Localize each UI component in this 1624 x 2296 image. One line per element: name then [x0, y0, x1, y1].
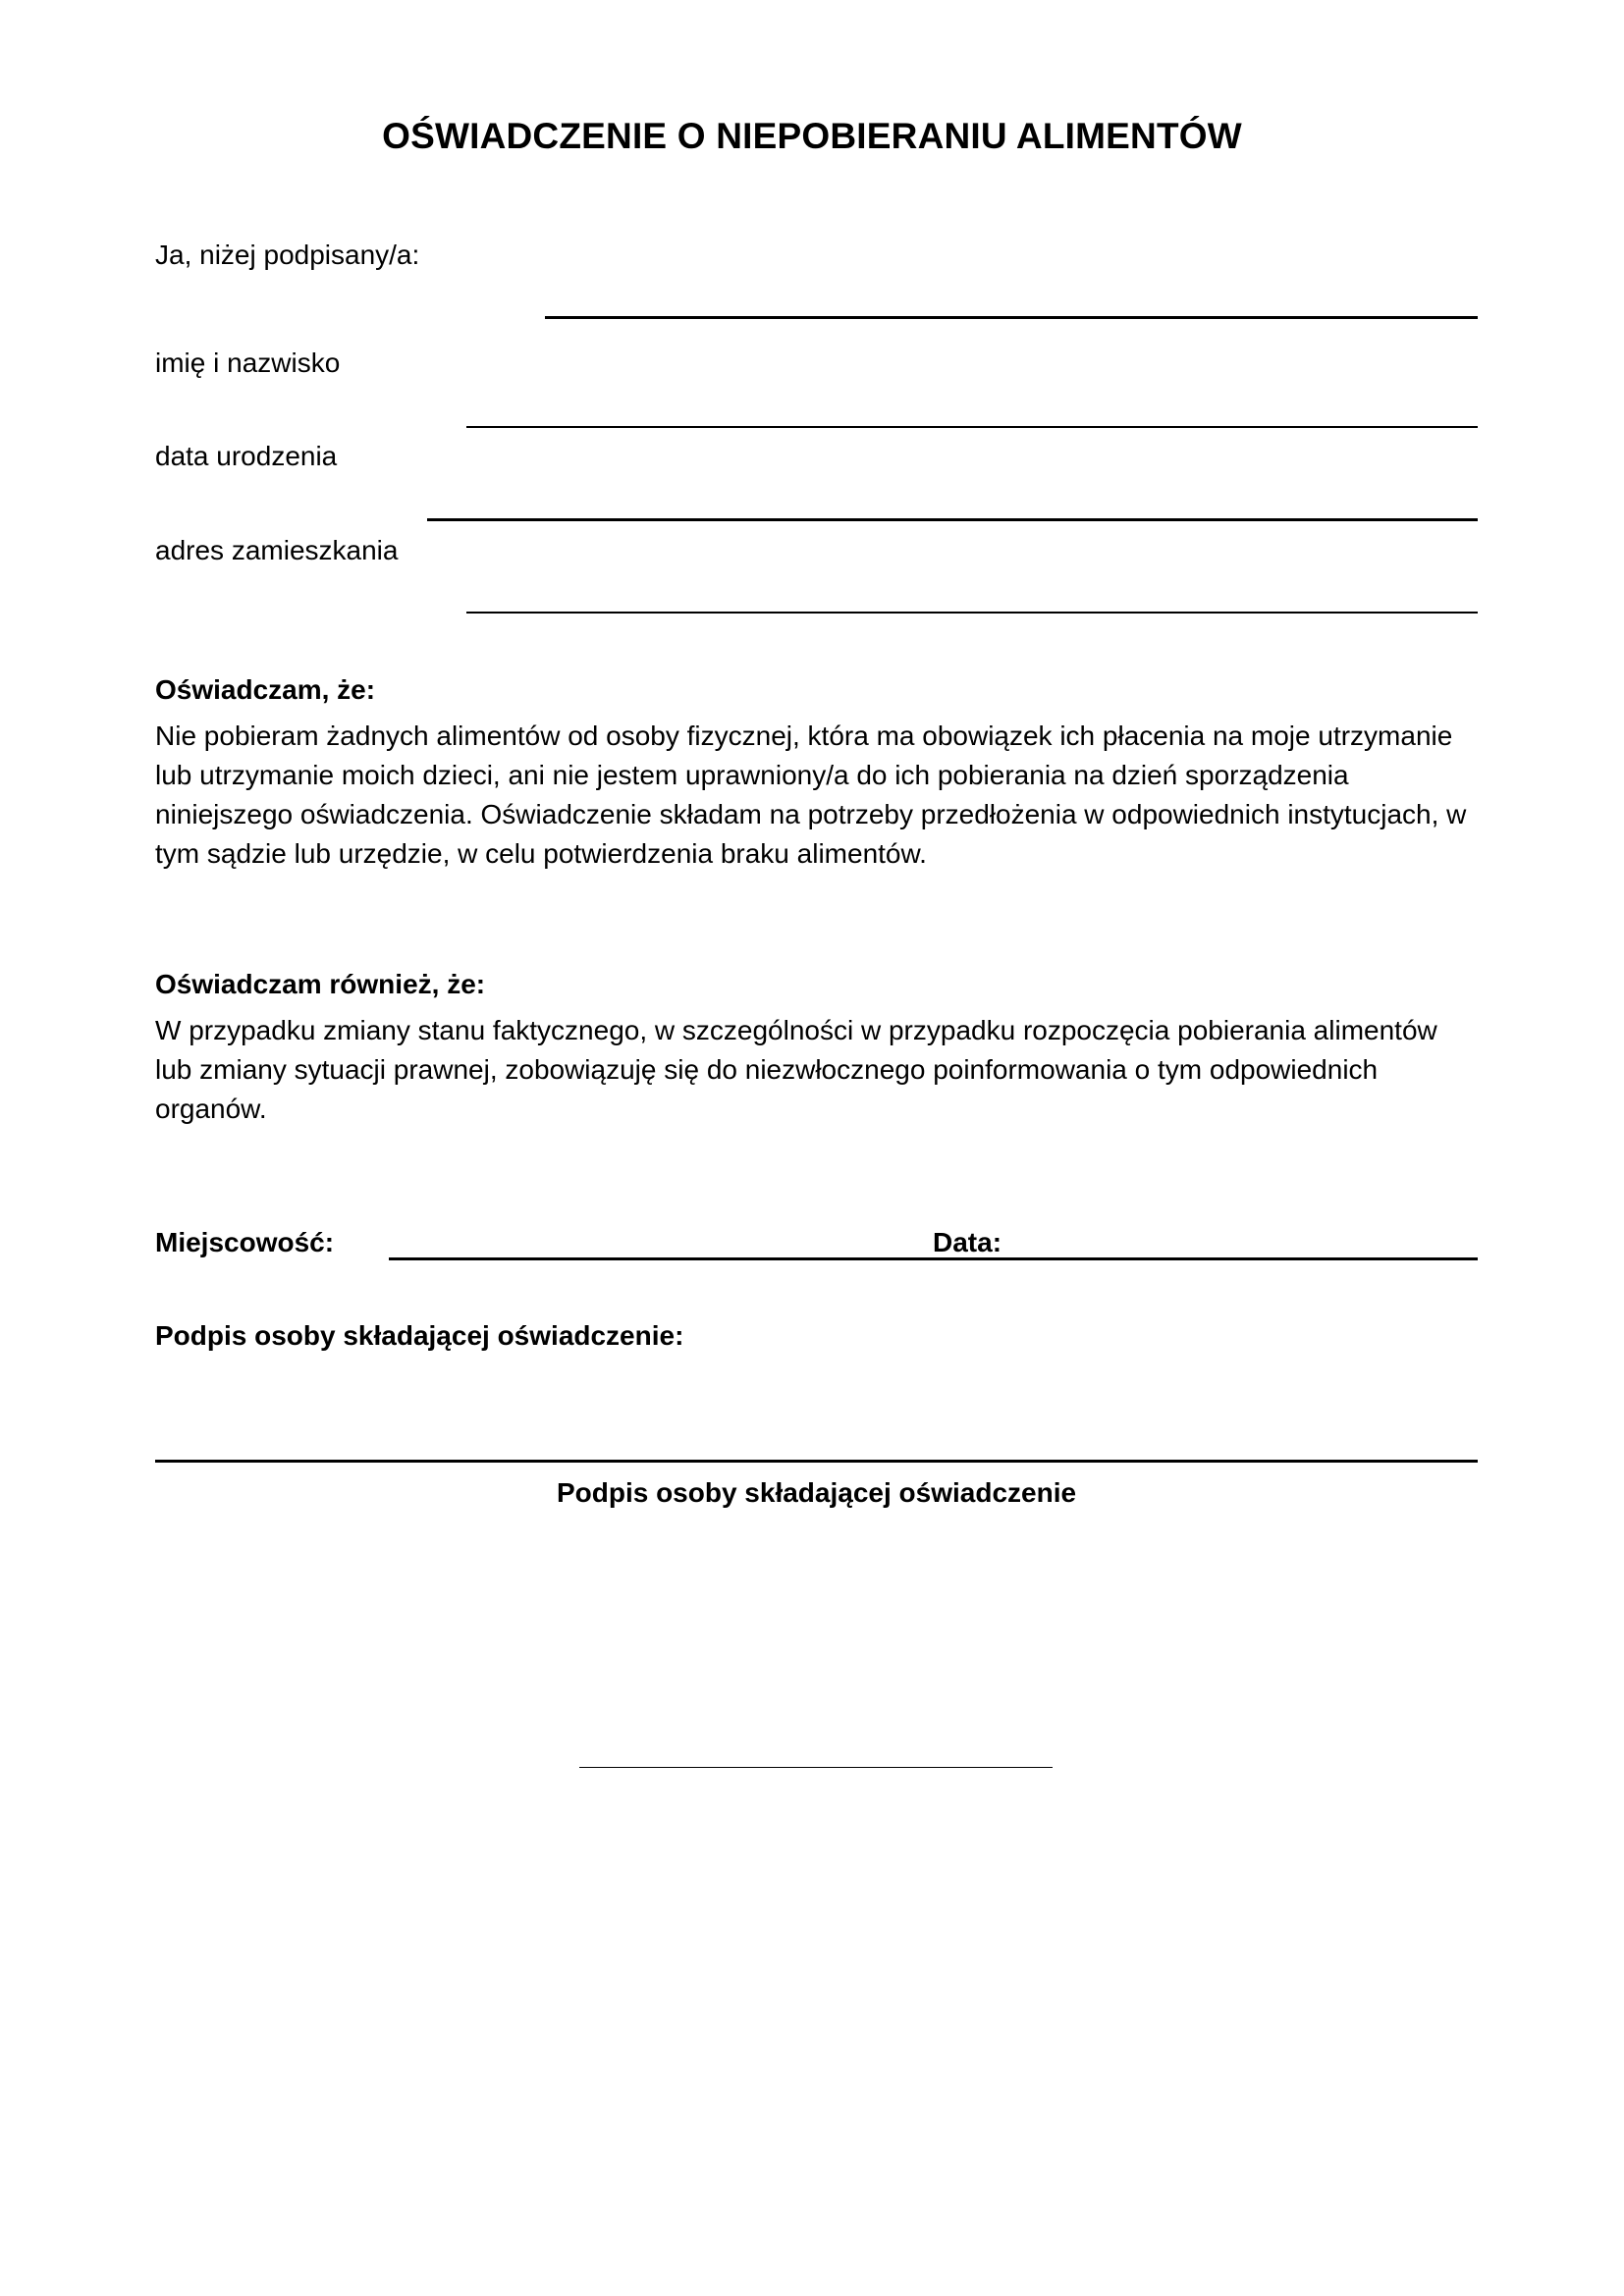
address-label: adres zamieszkania: [155, 535, 399, 565]
section1-body: [155, 717, 1481, 874]
place-label: Miejscowość:: [155, 1227, 335, 1257]
section2-line: W przypadku zmiany stanu faktycznego, w szczególności w przypadku rozpoczęcia pobierania alimentów: [155, 1015, 1437, 1045]
address-field-line[interactable]: [466, 612, 1478, 614]
section1-line: Nie pobieram żadnych alimentów od osoby fizycznej, która ma obowiązek ich płacenia na moje utrzymanie: [155, 721, 1453, 751]
section1-heading: Oświadczam, że:: [155, 674, 376, 705]
section2-heading: Oświadczam również, że:: [155, 969, 486, 999]
intro-text: Ja, niżej podpisany/a:: [155, 240, 420, 270]
birth-date-field-line[interactable]: [427, 518, 1478, 521]
page-title: OŚWIADCZENIE O NIEPOBIERANIU ALIMENTÓW: [382, 116, 1242, 156]
date-label: Data:: [933, 1227, 1002, 1257]
name-field-line[interactable]: [466, 426, 1478, 428]
section1-line: lub utrzymanie moich dzieci, ani nie jestem uprawniony/a do ich pobierania na dzień sporządzenia: [155, 760, 1349, 790]
name-label: imię i nazwisko: [155, 347, 341, 378]
section1-line: niniejszego oświadczenia. Oświadczenie składam na potrzeby przedłożenia w odpowiednich instytucjach, w: [155, 799, 1467, 829]
intro-line: [545, 316, 1478, 319]
section2-line: lub zmiany sytuacji prawnej, zobowiązuję się do niezwłocznego poinformowania o tym odpowiednich: [155, 1054, 1379, 1085]
section2-line: organów.: [155, 1094, 267, 1124]
signature-line[interactable]: [155, 1460, 1478, 1463]
signature-caption: Podpis osoby składającej oświadczenie: [556, 1477, 1077, 1508]
birth-date-label: data urodzenia: [155, 441, 338, 471]
bottom-divider: [579, 1767, 1053, 1768]
signature-heading: Podpis osoby składającej oświadczenie:: [155, 1320, 684, 1351]
section1-line: tym sądzie lub urzędzie, w celu potwierdzenia braku alimentów.: [155, 838, 927, 869]
section2-body: [155, 1011, 1481, 1129]
